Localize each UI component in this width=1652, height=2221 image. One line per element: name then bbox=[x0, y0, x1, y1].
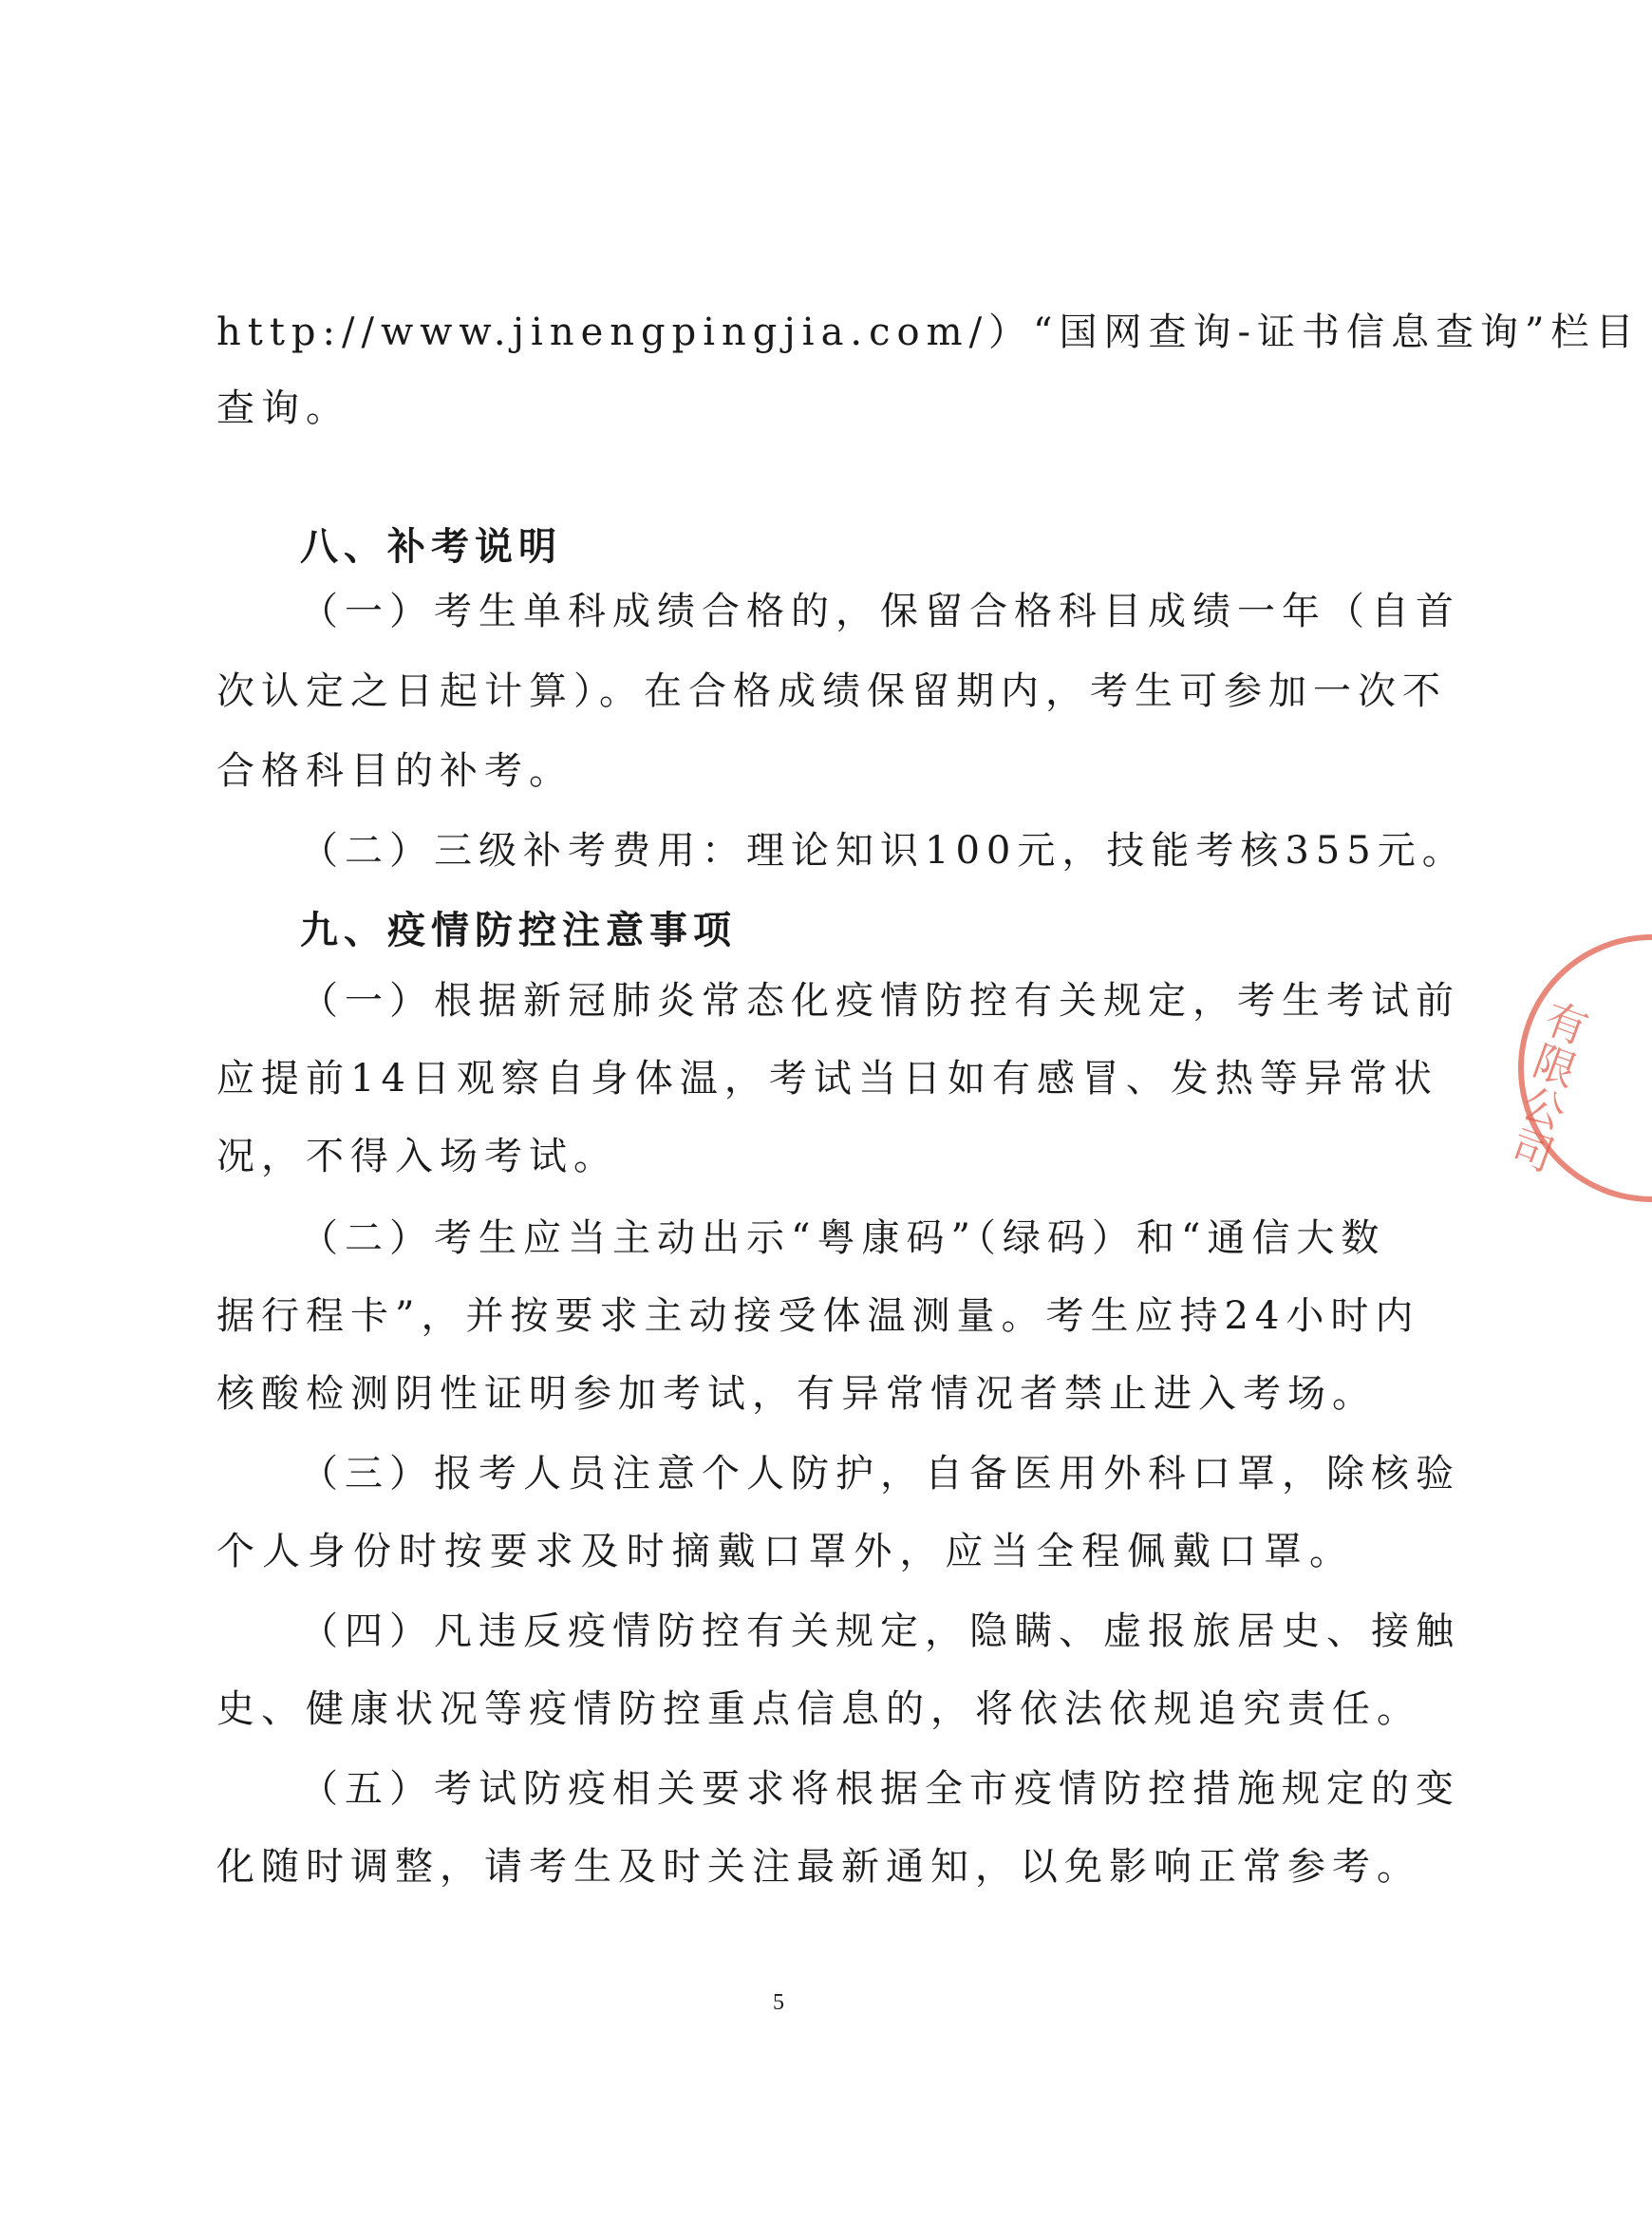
section-9-p1-line1: （一）根据新冠肺炎常态化疫情防控有关规定，考生考试前 bbox=[300, 979, 1460, 1023]
section-9-p4-line2: 史、健康状况等疫情防控重点信息的，将依法依规追究责任。 bbox=[216, 1687, 1421, 1731]
section-9-p3-line1: （三）报考人员注意个人防护，自备医用外科口罩，除核验 bbox=[300, 1452, 1460, 1496]
section-8-p2-line1: （二）三级补考费用：理论知识100元，技能考核355元。 bbox=[300, 829, 1467, 873]
section-8-p1-line1: （一）考生单科成绩合格的，保留合格科目成绩一年（自首 bbox=[300, 590, 1460, 633]
section-9-p2-line1: （二）考生应当主动出示“粤康码”（绿码）和“通信大数 bbox=[300, 1216, 1386, 1260]
section-8-p1-line2: 次认定之日起计算）。在合格成绩保留期内，考生可参加一次不 bbox=[216, 669, 1447, 713]
url-line-end: 查询。 bbox=[216, 386, 350, 430]
page-number: 5 bbox=[773, 1990, 784, 2015]
section-8-p1-line3: 合格科目的补考。 bbox=[216, 749, 573, 793]
section-9-title: 九、疫情防控注意事项 bbox=[300, 909, 737, 952]
section-9-p1-line2: 应提前14日观察自身体温，考试当日如有感冒、发热等异常状 bbox=[216, 1057, 1438, 1101]
section-9-p1-line3: 况，不得入场考试。 bbox=[216, 1135, 618, 1178]
section-9-p4-line1: （四）凡违反疫情防控有关规定，隐瞒、虚报旅居史、接触 bbox=[300, 1609, 1460, 1653]
section-9-p5-line2: 化随时调整，请考生及时关注最新通知，以免影响正常参考。 bbox=[216, 1845, 1421, 1889]
official-seal-stamp bbox=[1504, 926, 1652, 1211]
section-9-p3-line2: 个人身份时按要求及时摘戴口罩外，应当全程佩戴口罩。 bbox=[216, 1530, 1354, 1573]
section-8-title: 八、补考说明 bbox=[300, 525, 562, 569]
section-9-p2-line3: 核酸检测阴性证明参加考试，有异常情况者禁止进入考场。 bbox=[216, 1372, 1377, 1416]
seal-text: 有限公司 bbox=[1504, 994, 1595, 1182]
section-9-p2-line2: 据行程卡”，并按要求主动接受体温测量。考生应持24小时内 bbox=[216, 1294, 1420, 1338]
section-9-p5-line1: （五）考试防疫相关要求将根据全市疫情防控措施规定的变 bbox=[300, 1767, 1460, 1811]
url-line: http://www.jinengpingjia.com/）“国网查询-证书信息查询”栏目 bbox=[216, 311, 1641, 354]
